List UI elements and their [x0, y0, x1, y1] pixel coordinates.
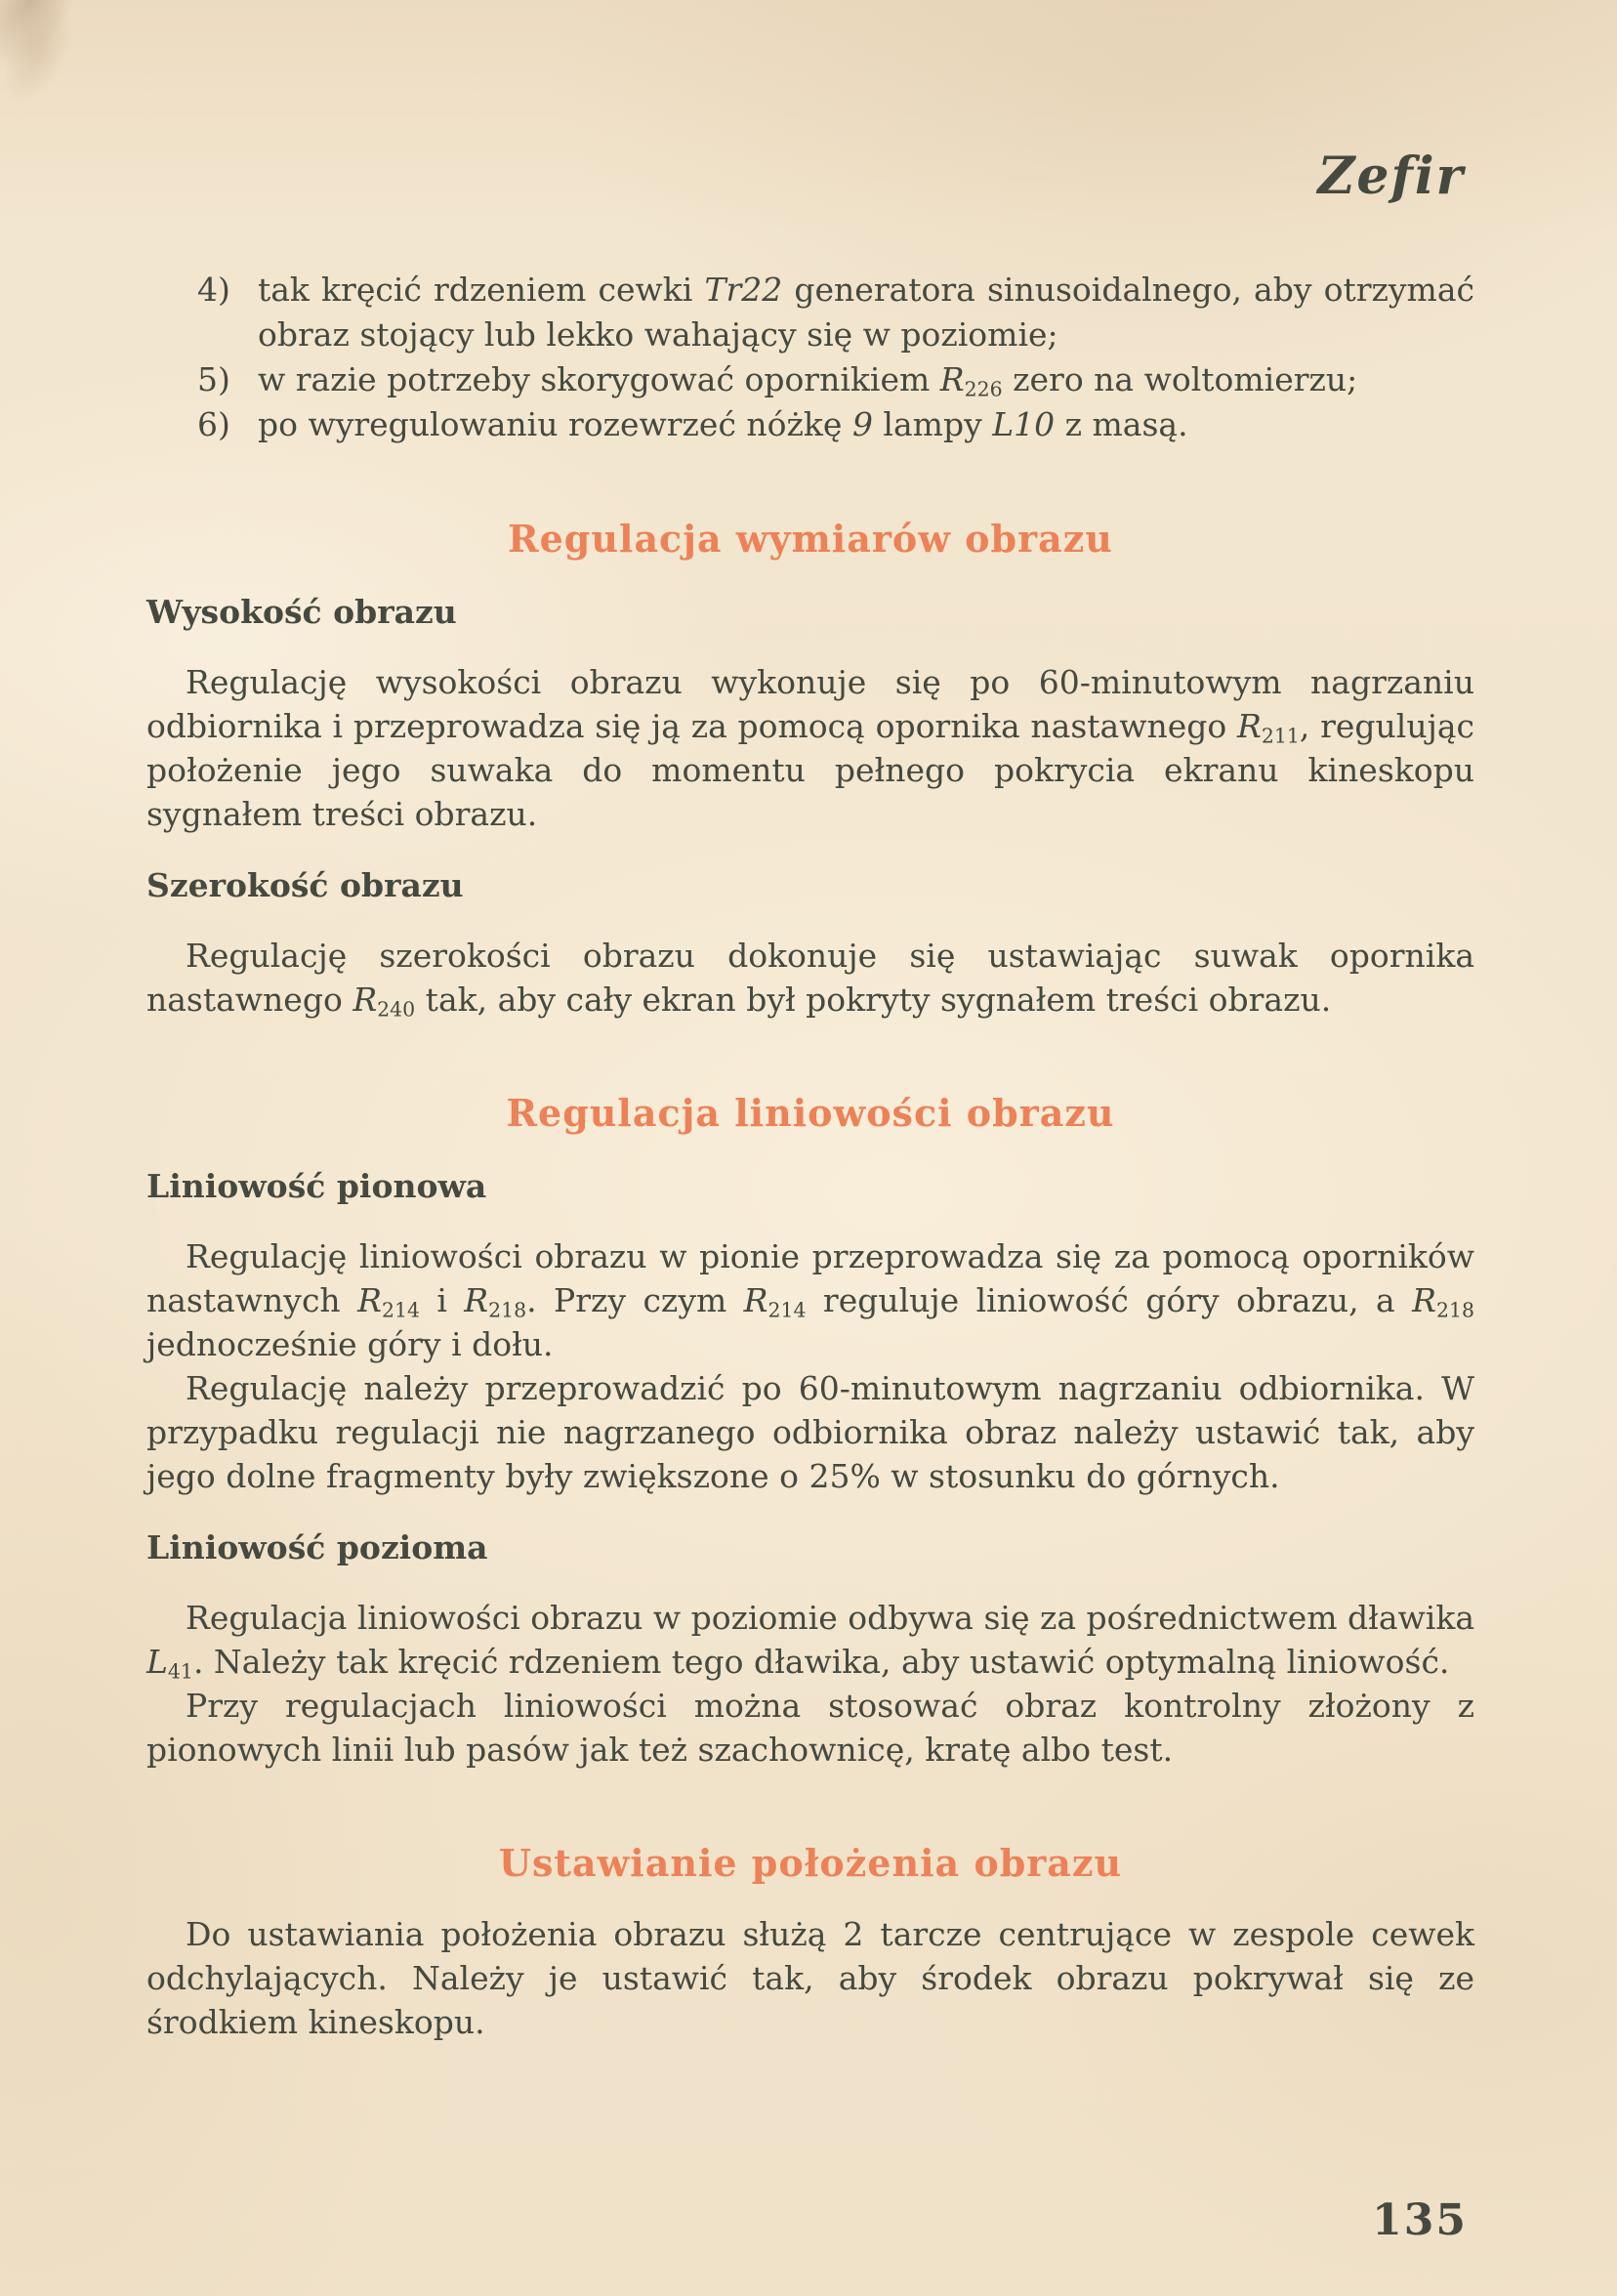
body-paragraph: Przy regulacjach liniowości można stosować obraz kontrolny złożony z pionowych linii lub pasów jak też szachownicę, kratę albo test. — [146, 1687, 1474, 1769]
numbered-list — [146, 268, 1474, 447]
body-paragraph: Do ustawiania położenia obrazu służą 2 tarcze centrujące w zespole cewek odchylających. Należy je ustawić tak, aby środek obrazu pokrywał się ze środkiem kineskopu. — [146, 1915, 1474, 2041]
body-paragraph: Regulację szerokości obrazu dokonuje się ustawiając suwak opornika nastawnego $R_{240}$ tak, aby cały ekran był pokryty sygnałem treści obrazu. — [146, 937, 1474, 1022]
subsection-heading: Wysokość obrazu — [146, 593, 457, 631]
list-item — [146, 402, 1474, 447]
list-item-marker: 4) — [197, 271, 230, 309]
list-item-text: tak kręcić rdzeniem cewki Tr22 generatora sinusoidalnego, aby otrzymać obraz stojący lub lekko wahający się w poziomie; — [258, 271, 1474, 354]
body-paragraph: Regulację wysokości obrazu wykonuje się po 60-minutowym nagrzaniu odbiornika i przeprowadza się ją za pomocą opornika nastawnego $R_{211}$, regulując położenie jego suwaka do momentu pełnego pokrycia ekranu kineskopu sygnałem treści obrazu. — [146, 663, 1475, 833]
section-heading: Regulacja liniowości obrazu — [506, 1091, 1115, 1135]
section-heading: Regulacja wymiarów obrazu — [508, 517, 1113, 561]
subsection-heading: Liniowość pozioma — [146, 1528, 488, 1566]
subsection-heading: Liniowość pionowa — [146, 1167, 487, 1205]
body-paragraph: Regulację należy przeprowadzić po 60-minutowym nagrzaniu odbiornika. W przypadku regulacji nie nagrzanego odbiornika obraz należy ustawić tak, aby jego dolne fragmenty były zwiększone o 25% w stosunku do górnych. — [146, 1369, 1474, 1495]
list-item-text: w razie potrzeby skorygować opornikiem $R_{226}$ zero na woltomierzu; — [258, 360, 1358, 401]
list-item — [146, 357, 1474, 402]
running-title: Zefir — [1317, 146, 1465, 206]
list-item — [146, 268, 1474, 357]
page-number: 135 — [1372, 2195, 1468, 2245]
list-item-text: po wyregulowaniu rozewrzeć nóżkę 9 lampy L10 z masą. — [258, 405, 1188, 443]
list-item-marker: 5) — [197, 360, 230, 398]
body-paragraph: Regulację liniowości obrazu w pionie przeprowadza się za pomocą oporników nastawnych $R_{214}$ i $R_{218}$. Przy czym $R_{214}$ reguluje liniowość góry obrazu, a $R_{218}$ jednocześnie góry i dołu. — [146, 1237, 1474, 1363]
section-heading: Ustawianie położenia obrazu — [498, 1841, 1123, 1885]
subsection-heading: Szerokość obrazu — [146, 866, 464, 904]
list-item-marker: 6) — [197, 405, 230, 443]
body-paragraph: Regulacja liniowości obrazu w poziomie odbywa się za pośrednictwem dławika $L_{41}$. Należy tak kręcić rdzeniem tego dławika, aby ustawić optymalną liniowość. — [146, 1599, 1474, 1684]
